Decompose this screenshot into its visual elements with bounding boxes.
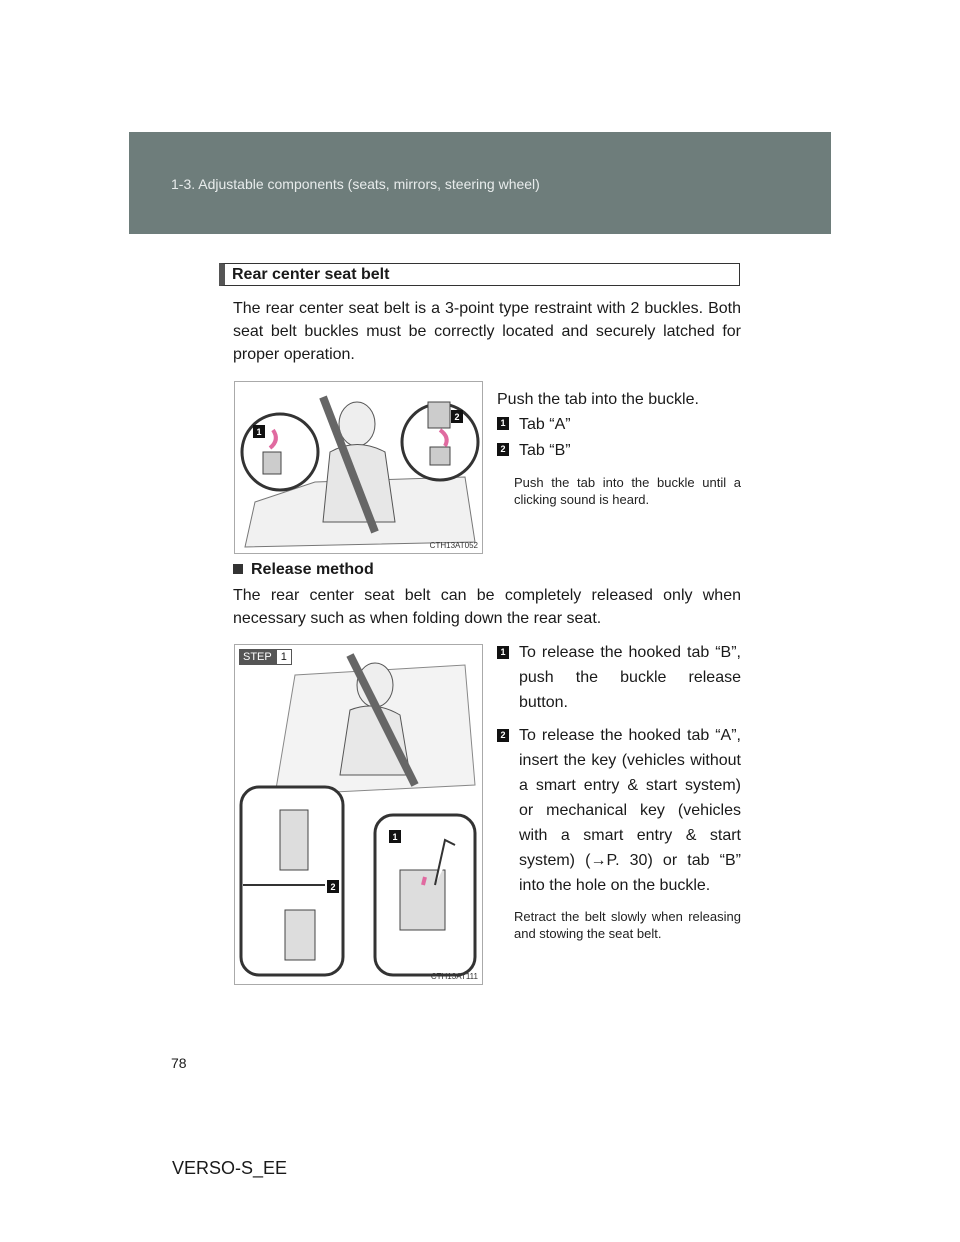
section-path: 1-3. Adjustable components (seats, mirrors, steering wheel) [171,176,540,192]
release-paragraph: The rear center seat belt can be completely released only when necessary such as when folding down the rear seat. [233,587,741,627]
figure-code: CTH13AT052 [429,541,478,550]
page-number: 78 [171,1055,187,1071]
callout-2: 2 [330,882,336,892]
figure1-note: Push the tab into the buckle until a clicking sound is heard. [514,475,741,507]
seat-belt-illustration [235,382,482,553]
callout-2: 2 [454,412,460,422]
step-item-1: 1 To release the hooked tab “B”, push the buckle release button. [497,640,741,715]
figure1-lead: Push the tab into the buckle. [497,391,699,408]
intro-paragraph: The rear center seat belt is a 3-point type restraint with 2 buckles. Both seat belt buckles must be correctly located and securely latched for proper operation. [233,300,741,363]
section-title: Rear center seat belt [219,263,740,286]
number-badge: 1 [497,646,509,659]
release-heading: Release method [233,561,374,579]
release-illustration [235,645,482,984]
release-steps [497,640,741,942]
number-badge: 2 [497,443,509,456]
callout-1: 1 [256,427,262,437]
number-badge: 1 [497,417,509,430]
figure-seat-belt-buckle [234,381,483,554]
figure-release-method [234,644,483,985]
bullet-icon [233,564,243,574]
figure-code: CTH13AT111 [430,972,478,981]
step-badge: STEP 1 [239,649,292,665]
number-badge: 2 [497,729,509,742]
document-code: VERSO-S_EE [172,1158,288,1178]
step-item-2: 2 To release the hooked tab “A”, insert the key (vehicles without a smart entry & start system) or mechanical key (vehicles with a smart entry & start system) (→P. 30) or tab “B” into the hole on the buckle. [497,723,741,898]
callout-1: 1 [392,832,398,842]
figure2-note: Retract the belt slowly when releasing and stowing the seat belt. [514,909,741,941]
item-tab-b: 2 Tab “B” [497,436,571,465]
item-tab-a: 1 Tab “A” [497,410,571,439]
